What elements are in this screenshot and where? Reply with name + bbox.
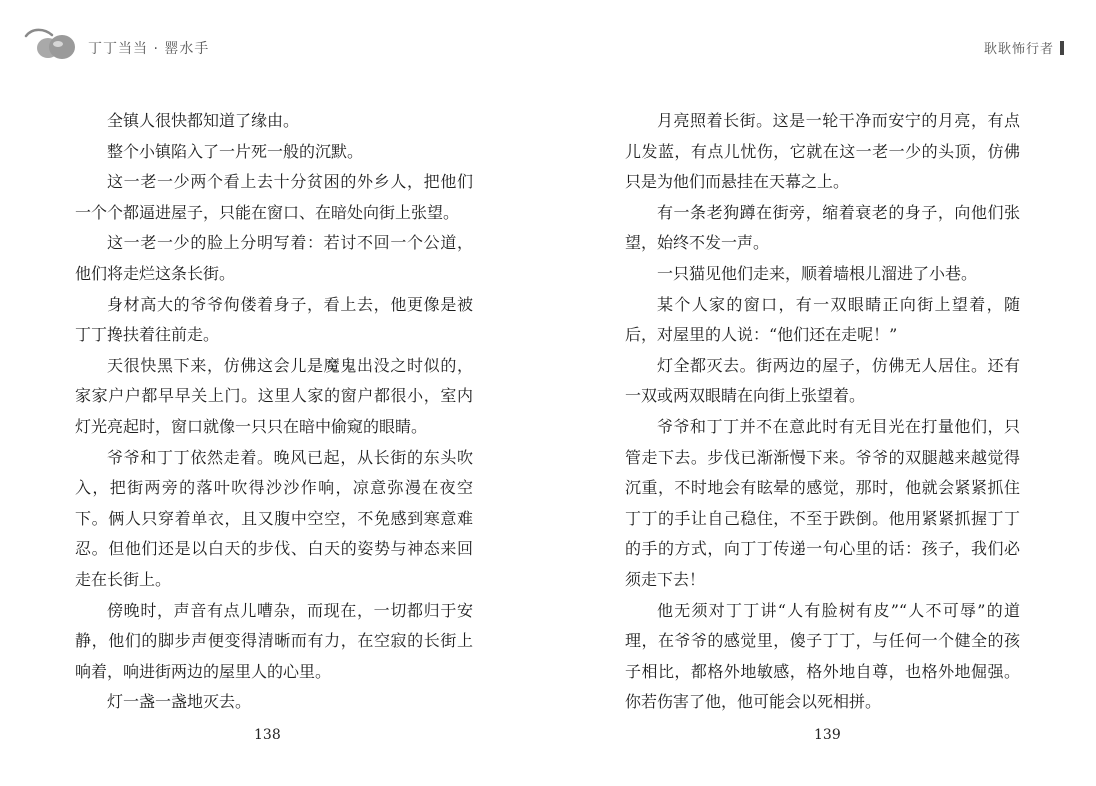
paragraph: 全镇人很快都知道了缘由。 — [107, 111, 300, 130]
paragraph: 这一老一少两个看上去十分贫困的外乡人，把他们一个个都逼进屋子，只能在窗口、在暗处向街上张望。 — [75, 172, 473, 222]
paragraph: 身材高大的爷爷佝偻着身子，看上去，他更像是被丁丁搀扶着往前走。 — [75, 294, 473, 345]
paragraph: 月亮照着长街。这是一轮干净而安宁的月亮，有点儿发蓝，有点儿忧伤，它就在这一老一少的头顶，仿佛只是为他们而悬挂在天幕之上。 — [625, 111, 1020, 192]
paragraph: 天很快黑下来，仿佛这会儿是魔鬼出没之时似的，家家户户都早早关上门。这里人家的窗户都很小，室内灯光亮起时，窗口就像一只只在暗中偷窥的眼睛。 — [75, 355, 473, 436]
paragraph: 某个人家的窗口，有一双眼睛正向街上望着，随后，对屋里的人说：“他们还在走呢！” — [625, 294, 1020, 345]
page-number: 138 — [254, 727, 281, 743]
paragraph: 这一老一少的脸上分明写着：若讨不回一个公道，他们将走烂这条长街。 — [75, 233, 473, 283]
paragraph: 灯一盏一盏地灭去。 — [107, 692, 252, 712]
paragraph: 灯全都灭去。街两边的屋子，仿佛无人居住。还有一双或两双眼睛在向街上张望着。 — [625, 355, 1020, 406]
paragraph: 傍晚时，声音有点儿嘈杂，而现在，一切都归于安静，他们的脚步声便变得清晰而有力，在空寂的长街上响着，响进街两边的屋里人的心里。 — [75, 600, 473, 681]
page-number: 139 — [814, 727, 841, 743]
paragraph: 爷爷和丁丁并不在意此时有无目光在打量他们，只管走下去。步伐已渐渐慢下来。爷爷的双腿越来越觉得沉重，不时地会有眩晕的感觉，那时，他就会紧紧抓住丁丁的手让自己稳住，不至于跌倒。他用紧紧抓握丁丁的手的方式，向丁丁传递一句心里的话：孩子，我们必须走下去！ — [625, 416, 1020, 589]
paragraph: 有一条老狗蹲在街旁，缩着衰老的身子，向他们张望，始终不发一声。 — [625, 202, 1020, 253]
right-page — [548, 0, 1096, 786]
paragraph: 一只猫见他们走来，顺着墙根儿溜进了小巷。 — [657, 263, 978, 283]
left-page-body — [75, 106, 473, 718]
paragraph: 整个小镇陷入了一片死一般的沉默。 — [107, 141, 364, 161]
header-bar-mark — [1060, 41, 1064, 55]
paragraph: 他无须对丁丁讲“人有脸树有皮”“人不可辱”的道理，在爷爷的感觉里，傻子丁丁，与任何一个健全的孩子相比，都格外地敏感，格外地自尊，也格外地倔强。你若伤害了他，他可能会以死相拼。 — [625, 600, 1020, 712]
gourd-logo-icon — [22, 26, 82, 64]
running-header-left — [22, 26, 209, 64]
running-header-right — [984, 38, 1064, 57]
book-title: 耿耿怖行者 — [983, 42, 1054, 57]
paragraph: 爷爷和丁丁依然走着。晚风已起，从长街的东头吹入，把街两旁的落叶吹得沙沙作响，凉意弥漫在夜空下。俩人只穿着单衣，且又腹中空空，不免感到寒意难忍。但他们还是以白天的步伐、白天的姿势与神态来回走在长街上。 — [75, 447, 473, 589]
series-title: 丁丁当当 · 罂水手 — [88, 41, 210, 57]
right-page-body — [625, 106, 1020, 718]
